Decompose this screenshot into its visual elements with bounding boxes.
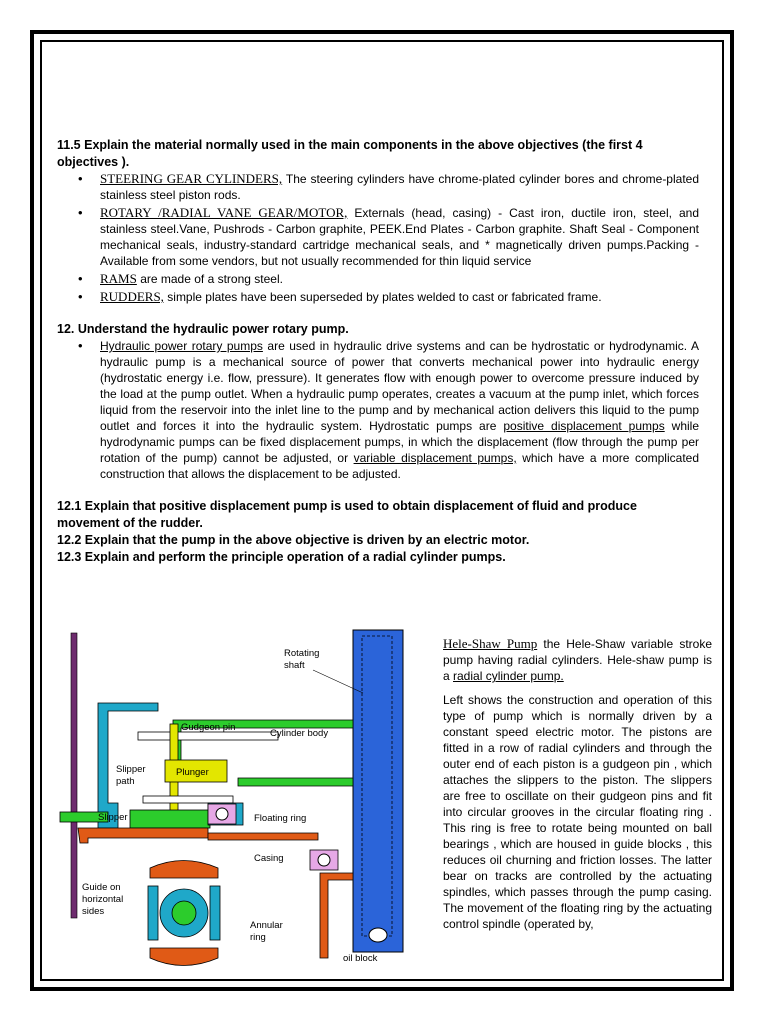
bearing-ball-2 <box>318 854 330 866</box>
casing-orange-right <box>208 833 318 840</box>
item-text: The steering cylinders have chrome-plated cylinder bores and chrome-plated stainless steel piston rods. <box>100 172 700 202</box>
heading-12-1: 12.1 Explain that positive displacement pump is used to obtain displacement of fluid and produce movement of the rudder. <box>57 499 637 530</box>
item-text: which have a more complicated construction that allows the displacement to be adjusted. <box>100 451 699 481</box>
item-text: simple plates have been superseded by plates welded to cast or fabricated frame. <box>163 290 602 304</box>
link-radial-cylinder-pump[interactable]: radial cylinder pump. <box>453 669 564 683</box>
gudgeon-pin-bar <box>138 732 278 740</box>
label-guide-3: sides <box>82 906 105 917</box>
side-paragraph-1 <box>443 636 712 684</box>
label-shaft: shaft <box>284 660 305 671</box>
item-text: Externals (head, casing) - Cast iron, ductile iron, steel, and stainless steel.Vane, Pushrods - Carbon graphite, PEEK.End Plates - Carbon graphite. Shaft Seal - Component mechanical seals, industry-standard cartridge mechanical seals, and * magnetically driven pumps.Packing - Available from some vendors, but not usually recommended for thin liquid service <box>100 206 699 268</box>
guide-rod <box>71 633 77 918</box>
list-item <box>100 289 699 305</box>
label-slipper: Slipper <box>98 812 128 823</box>
list-item <box>100 271 699 287</box>
term-rams: RAMS <box>100 271 137 286</box>
link-positive-displacement-pumps[interactable]: positive displacement pumps <box>503 419 665 433</box>
bearing-ball-1 <box>216 808 228 820</box>
annular-ring-right <box>210 886 220 940</box>
label-gudgeon-pin: Gudgeon pin <box>181 722 236 733</box>
casing-orange-vertical <box>320 873 353 958</box>
cylinder-body-shape <box>353 630 403 952</box>
slipper-block <box>130 810 210 828</box>
heading-12: 12. Understand the hydraulic power rotary pump. <box>57 322 349 336</box>
heading-12-3: 12.3 Explain and perform the principle operation of a radial cylinder pumps. <box>57 550 506 564</box>
annular-ring-bottom <box>150 948 218 966</box>
label-slipper-path-2: path <box>116 776 135 787</box>
side-text: the Hele-Shaw variable stroke pump having radial cylinders. Hele-shaw pump is a <box>443 637 712 683</box>
list-item <box>100 171 699 203</box>
label-slipper-path-1: Slipper <box>116 764 146 775</box>
label-annular-2: ring <box>250 932 266 943</box>
side-paragraph-2: Left shows the construction and operation of this type of pump which is normally driven by a constant speed electric motor. The pistons are fitted in a row of radial cylinders and through the outer end of each piston is a gudgeon pin , which attaches the slippers to the piston. The slippers are free to oscillate on their gudgeon pins and fit into circular grooves in the circular floating ring . This ring is free to rotate being mounted on ball bearings , which are housed in guide blocks , this reduces oil churning and friction losses. The latter bear on tracks are controlled by the actuating spindles, which passes through the pump casing. The movement of the floating ring by the actuating control spindle (operated by, <box>443 693 712 931</box>
term-rudders: RUDDERS, <box>100 289 164 304</box>
page-content <box>57 137 699 566</box>
term-rotary-vane: ROTARY /RADIAL VANE GEAR/MOTOR, <box>100 205 348 220</box>
annular-ring-left <box>148 886 158 940</box>
pump-list <box>57 338 699 482</box>
item-text: are made of a strong steel. <box>136 272 283 286</box>
list-item <box>100 205 699 269</box>
list-item <box>100 338 699 482</box>
green-arm-2 <box>238 778 353 786</box>
link-hele-shaw-pump[interactable]: Hele-Shaw Pump <box>443 636 538 651</box>
link-hydraulic-rotary-pumps[interactable]: Hydraulic power rotary pumps <box>100 339 263 353</box>
annular-ring-core <box>172 901 196 925</box>
label-guide-2: horizontal <box>82 894 124 905</box>
label-plunger: Plunger <box>176 767 209 778</box>
radial-pump-diagram <box>58 628 434 976</box>
hele-shaw-description <box>443 636 712 940</box>
materials-list <box>57 171 699 305</box>
label-cylinder-body: Cylinder body <box>270 728 329 739</box>
label-casing: Casing <box>254 853 284 864</box>
casing-orange <box>78 828 208 843</box>
heading-11-5: 11.5 Explain the material normally used in the main components in the above objectives (the first 4 objectives ). <box>57 138 643 169</box>
label-oil-block: oil block <box>343 953 378 964</box>
link-variable-displacement-pumps[interactable]: variable displacement pumps, <box>353 451 517 465</box>
item-text: while hydrodynamic pumps can be fixed displacement pumps, in which the displacement (flow through the pump per rotation of the pump) cannot be adjusted, or <box>100 419 700 465</box>
item-text: are used in hydraulic drive systems and can be hydrostatic or hydrodynamic. A hydraulic pump is a mechanical source of power that converts mechanical power into hydraulic energy (hydrostatic energy i.e. flow, pressure). It generates flow with enough power to overcome pressure induced by the load at the pump outlet. When a hydraulic pump operates, creates a vacuum at the pump inlet, which forces liquid from the reservoir into the inlet line to the pump and by mechanical action delivers this liquid to the pump outlet and forces it into the hydraulic system. Hydrostatic pumps are <box>100 339 699 433</box>
label-floating-ring: Floating ring <box>254 813 307 824</box>
oil-port <box>369 928 387 942</box>
label-annular-1: Annular <box>250 920 283 931</box>
heading-12-2: 12.2 Explain that the pump in the above objective is driven by an electric motor. <box>57 533 530 547</box>
label-rotating: Rotating <box>284 648 320 659</box>
label-guide-1: Guide on <box>82 882 121 893</box>
term-steering-gear: STEERING GEAR CYLINDERS, <box>100 171 283 186</box>
slipper-path-bar <box>143 796 233 803</box>
annular-ring-top <box>150 861 218 879</box>
